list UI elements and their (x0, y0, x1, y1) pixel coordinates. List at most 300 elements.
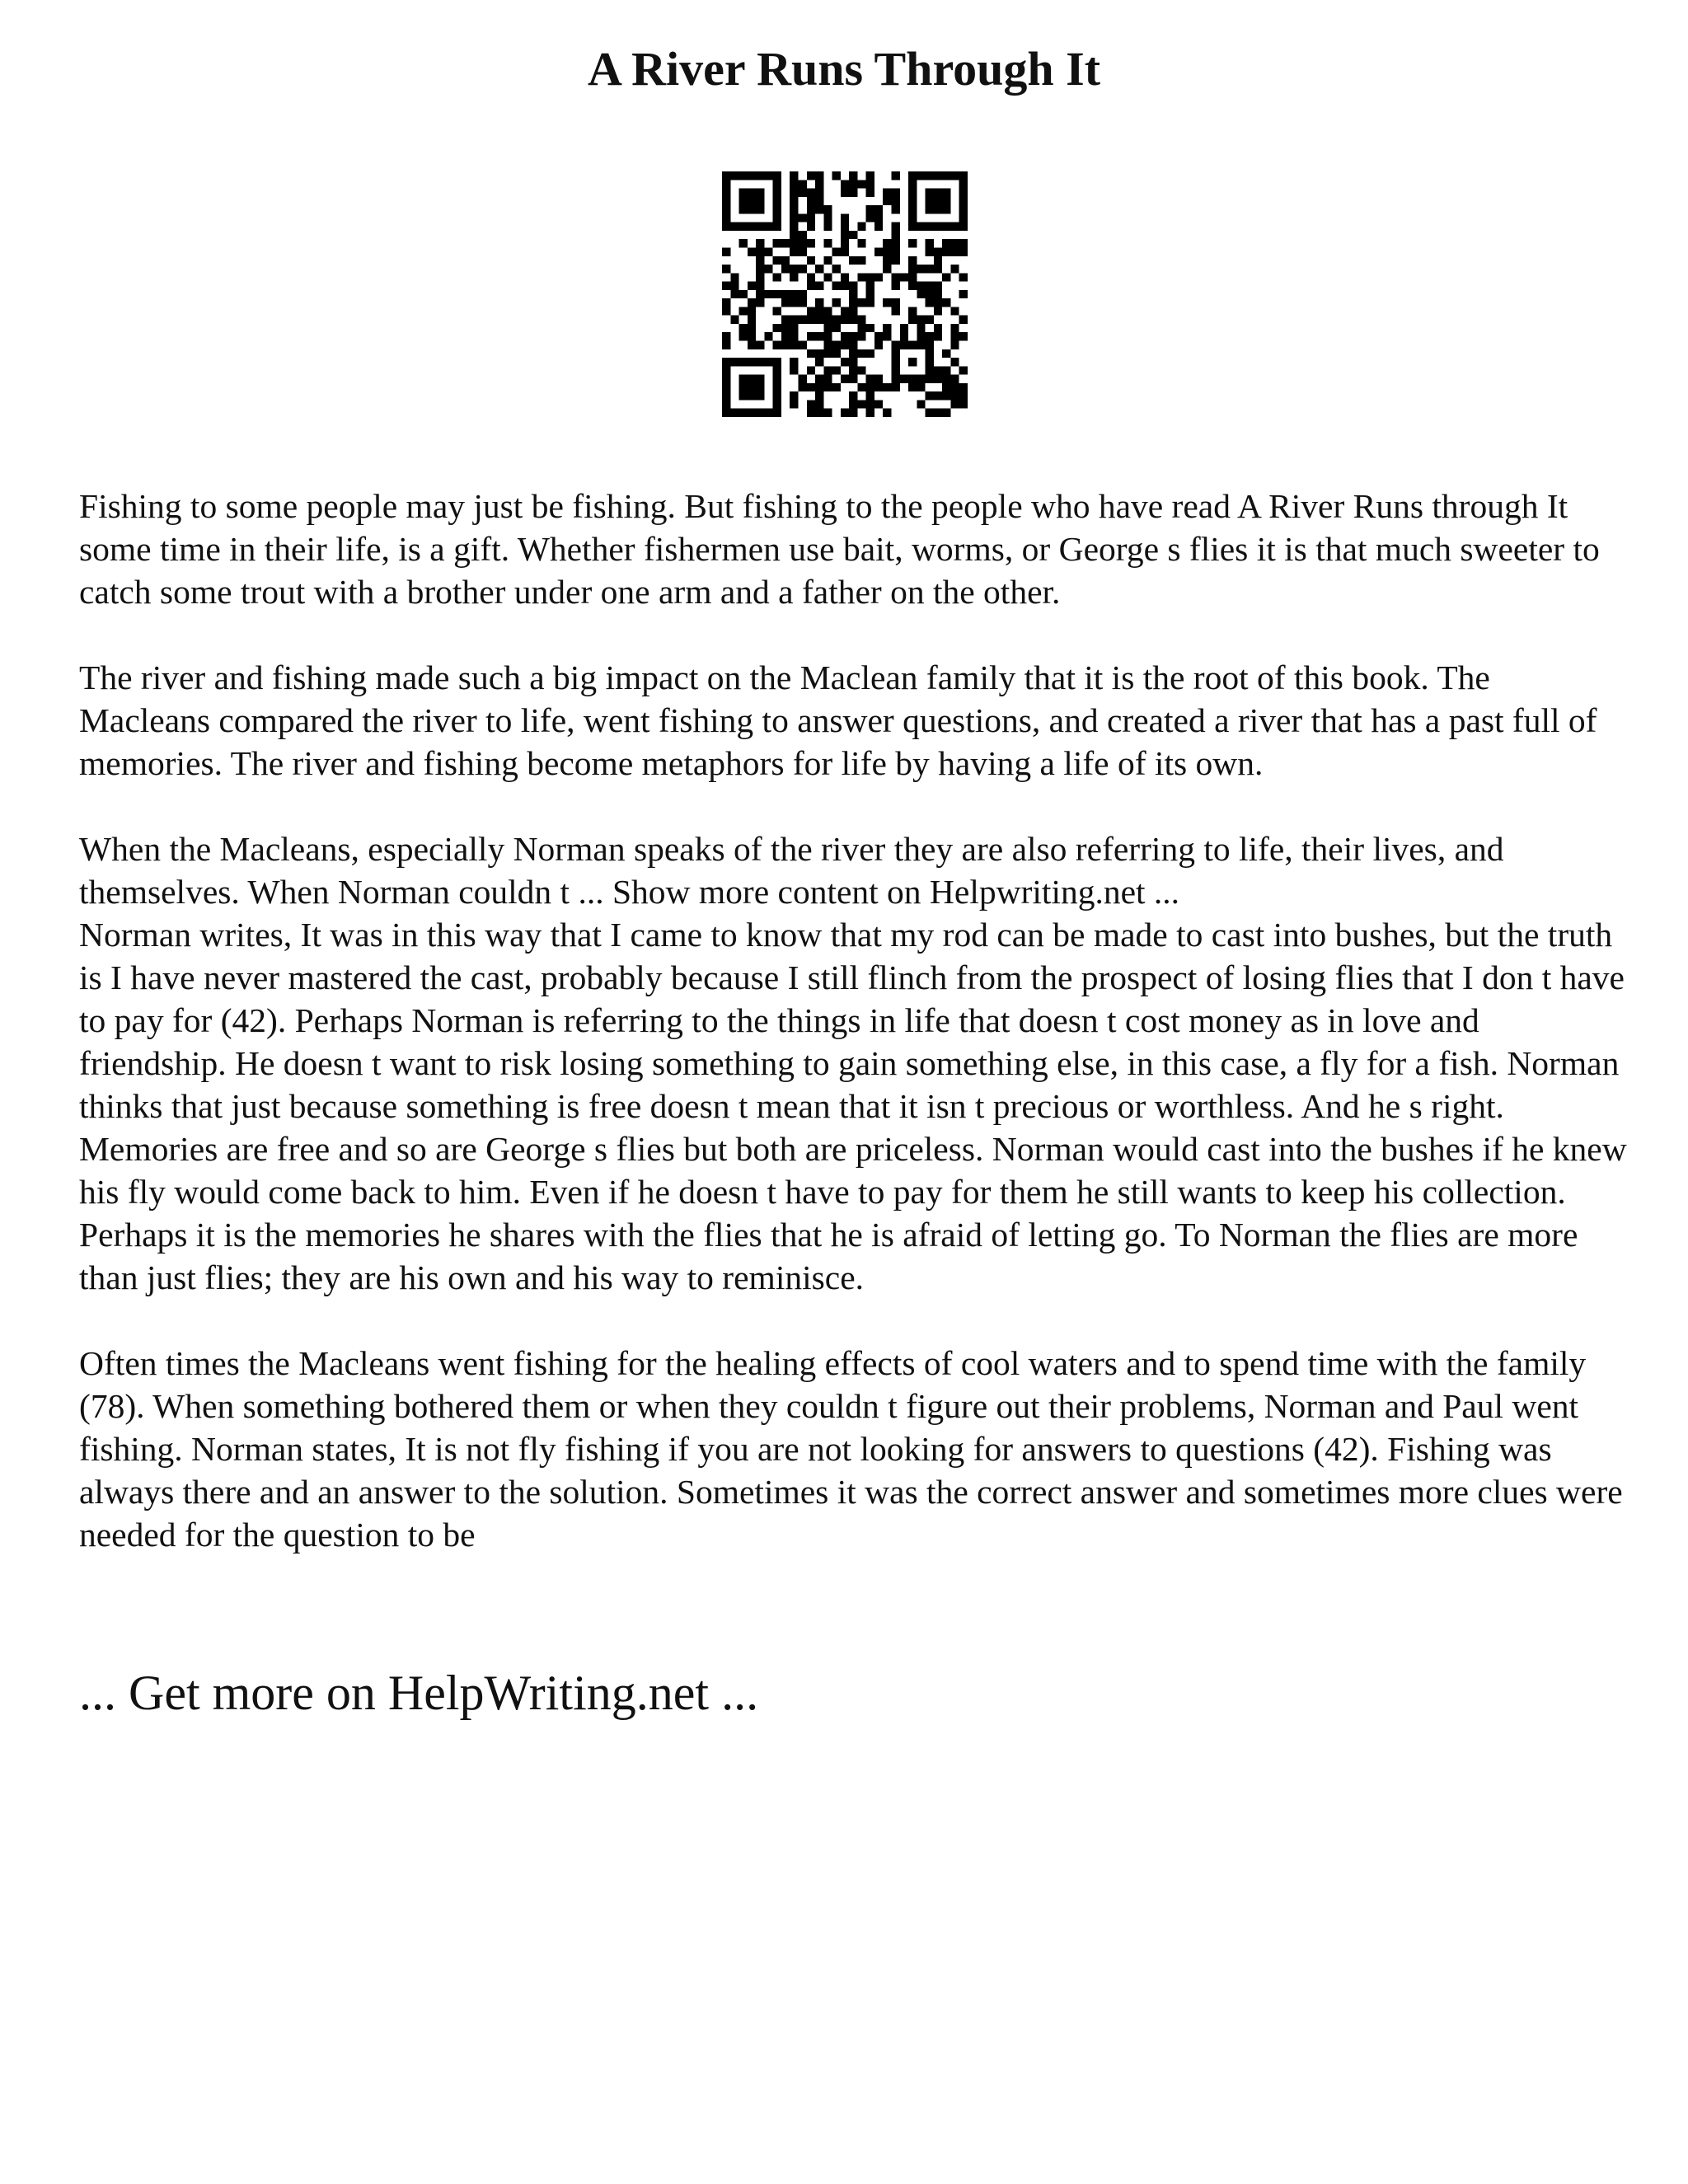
qr-module (917, 332, 925, 340)
qr-module (764, 332, 772, 340)
qr-module (926, 239, 934, 247)
qr-module (807, 205, 815, 213)
qr-module (773, 273, 781, 281)
qr-module (815, 180, 823, 188)
qr-module (908, 265, 917, 273)
qr-module (883, 256, 891, 265)
qr-module (764, 290, 772, 298)
qr-module (908, 197, 917, 205)
qr-module (798, 189, 806, 197)
qr-module (756, 290, 764, 298)
qr-module (748, 247, 756, 255)
qr-module (807, 332, 815, 340)
qr-module (815, 197, 823, 205)
qr-module (832, 349, 841, 358)
qr-module (807, 197, 815, 205)
qr-module (773, 307, 781, 315)
qr-module (756, 375, 764, 383)
qr-module (841, 247, 849, 255)
qr-module (950, 375, 959, 383)
qr-module (807, 307, 815, 315)
qr-module (959, 332, 968, 340)
qr-module (849, 298, 857, 307)
qr-module (892, 273, 900, 281)
qr-module (790, 400, 798, 408)
qr-module (926, 391, 934, 400)
qr-module (790, 273, 798, 281)
qr-module (926, 349, 934, 358)
qr-module (773, 324, 781, 332)
qr-module (730, 282, 738, 290)
qr-module (874, 383, 883, 391)
qr-module (798, 316, 806, 324)
qr-module (790, 332, 798, 340)
qr-module (857, 239, 865, 247)
qr-module (790, 180, 798, 188)
qr-module (950, 223, 959, 231)
qr-module (841, 316, 849, 324)
qr-module (773, 239, 781, 247)
qr-module (815, 349, 823, 358)
qr-code-icon (722, 171, 968, 417)
qr-module (722, 409, 730, 417)
qr-module (950, 383, 959, 391)
qr-module (756, 256, 764, 265)
qr-module (841, 180, 849, 188)
qr-module (815, 205, 823, 213)
qr-module (934, 171, 942, 180)
qr-module (748, 197, 756, 205)
qr-module (773, 290, 781, 298)
qr-module (892, 307, 900, 315)
qr-module (739, 205, 748, 213)
qr-module (849, 189, 857, 197)
qr-module (908, 239, 917, 247)
qr-module (883, 298, 891, 307)
qr-module (815, 391, 823, 400)
qr-module (748, 307, 756, 315)
qr-module (926, 205, 934, 213)
qr-module (841, 341, 849, 349)
qr-module (934, 256, 942, 265)
qr-module (900, 332, 908, 340)
qr-module (748, 341, 756, 349)
qr-module (866, 391, 874, 400)
qr-module (950, 391, 959, 400)
qr-module (959, 223, 968, 231)
qr-module (823, 205, 832, 213)
qr-module (756, 391, 764, 400)
qr-module (866, 282, 874, 290)
qr-module (900, 324, 908, 332)
qr-module (764, 358, 772, 366)
qr-module (934, 307, 942, 315)
qr-module (832, 316, 841, 324)
qr-module (722, 341, 730, 349)
qr-module (841, 239, 849, 247)
qr-module (798, 213, 806, 222)
paragraph-4: Norman writes, It was in this way that I came to know that my rod can be made to cast into bushes, but the truth is I have never mastered the cast, probably because I still flinch from the prospect of losing flies that I don t have to pay for (42). Perhaps Norman is referring to the things in life that doesn t cost money as in love and friendship. He doesn t want to risk losing something to gain something else, in this case, a fly for a fish. Norman thinks that just because something is free doesn t mean that it isn t precious or worthless. And he s right. Memories are free and so are George s flies but both are priceless. Norman would cast into the bushes if he knew his fly would come back to him. Even if he doesn t have to pay for them he still wants to keep his collection. Perhaps it is the memories he shares with the flies that he is afraid of letting go. To Norman the flies are more than just flies; they are his own and his way to reminisce. (79, 916, 1627, 1296)
qr-module (739, 375, 748, 383)
qr-module (857, 383, 865, 391)
qr-module (926, 197, 934, 205)
qr-module (756, 247, 764, 255)
qr-module (764, 247, 772, 255)
qr-module (841, 375, 849, 383)
qr-module (874, 341, 883, 349)
qr-module (866, 349, 874, 358)
qr-module (773, 223, 781, 231)
qr-module (841, 282, 849, 290)
qr-module (942, 409, 950, 417)
qr-module (892, 383, 900, 391)
qr-module (942, 171, 950, 180)
qr-module (934, 324, 942, 332)
qr-module (790, 213, 798, 222)
qr-module (790, 205, 798, 213)
qr-module (917, 290, 925, 298)
qr-module (739, 391, 748, 400)
qr-module (926, 223, 934, 231)
qr-module (807, 239, 815, 247)
qr-module (908, 307, 917, 315)
qr-module (934, 197, 942, 205)
qr-module (849, 349, 857, 358)
qr-module (781, 332, 790, 340)
qr-module (722, 332, 730, 340)
qr-module (959, 247, 968, 255)
qr-module (857, 298, 865, 307)
qr-module (950, 171, 959, 180)
qr-module (849, 290, 857, 298)
qr-module (950, 400, 959, 408)
qr-module (832, 324, 841, 332)
qr-module (807, 409, 815, 417)
qr-module (849, 332, 857, 340)
qr-module (841, 223, 849, 231)
qr-module (756, 265, 764, 273)
qr-module (841, 273, 849, 281)
qr-module (942, 273, 950, 281)
qr-module (950, 341, 959, 349)
qr-module (748, 383, 756, 391)
qr-module (756, 223, 764, 231)
qr-module (892, 189, 900, 197)
qr-module (790, 223, 798, 231)
qr-module (823, 341, 832, 349)
qr-module (815, 316, 823, 324)
qr-module (756, 171, 764, 180)
qr-module (798, 239, 806, 247)
qr-module (722, 205, 730, 213)
qr-module (900, 273, 908, 281)
qr-module (857, 273, 865, 281)
qr-module (823, 349, 832, 358)
qr-module (892, 256, 900, 265)
qr-module (798, 180, 806, 188)
qr-module (773, 256, 781, 265)
qr-module (722, 307, 730, 315)
qr-module (739, 171, 748, 180)
qr-module (959, 391, 968, 400)
qr-module (926, 171, 934, 180)
qr-module (748, 171, 756, 180)
qr-module (823, 223, 832, 231)
qr-module (730, 273, 738, 281)
qr-module (722, 282, 730, 290)
qr-module (722, 223, 730, 231)
qr-module (722, 375, 730, 383)
qr-module (926, 316, 934, 324)
qr-module (748, 375, 756, 383)
qr-module (857, 332, 865, 340)
qr-module (892, 197, 900, 205)
qr-module (832, 265, 841, 273)
qr-module (874, 332, 883, 340)
qr-module (917, 316, 925, 324)
qr-module (773, 213, 781, 222)
qr-module (739, 189, 748, 197)
qr-module (917, 265, 925, 273)
qr-module (917, 324, 925, 332)
qr-module (857, 316, 865, 324)
qr-module (908, 341, 917, 349)
qr-module (892, 358, 900, 366)
qr-module (815, 171, 823, 180)
qr-module (832, 383, 841, 391)
qr-module (866, 290, 874, 298)
qr-module (874, 213, 883, 222)
qr-module (874, 273, 883, 281)
qr-module (773, 171, 781, 180)
get-more-link[interactable]: ... Get more on HelpWriting.net ... (79, 1666, 759, 1720)
qr-module (807, 400, 815, 408)
qr-module (883, 409, 891, 417)
qr-module (739, 358, 748, 366)
qr-module (722, 358, 730, 366)
qr-module (841, 409, 849, 417)
qr-module (866, 383, 874, 391)
qr-module (722, 213, 730, 222)
qr-module (866, 375, 874, 383)
qr-module (892, 205, 900, 213)
qr-module (807, 282, 815, 290)
qr-module (798, 247, 806, 255)
qr-module (841, 231, 849, 239)
qr-module (764, 265, 772, 273)
qr-module (748, 332, 756, 340)
qr-module (892, 375, 900, 383)
qr-module (908, 205, 917, 213)
qr-module (874, 205, 883, 213)
qr-module (849, 180, 857, 188)
qr-module (874, 247, 883, 255)
qr-module (866, 409, 874, 417)
qr-module (722, 391, 730, 400)
qr-module (908, 223, 917, 231)
qr-module (926, 366, 934, 374)
qr-module (790, 265, 798, 273)
qr-module (781, 341, 790, 349)
qr-module (781, 239, 790, 247)
qr-module (934, 409, 942, 417)
qr-module (798, 298, 806, 307)
qr-module (908, 256, 917, 265)
qr-module (841, 213, 849, 222)
qr-module (917, 400, 925, 408)
qr-module (900, 341, 908, 349)
qr-module (849, 358, 857, 366)
qr-module (748, 282, 756, 290)
qr-module (849, 256, 857, 265)
qr-module (823, 409, 832, 417)
qr-module (790, 324, 798, 332)
qr-module (790, 171, 798, 180)
qr-module (917, 223, 925, 231)
qr-module (908, 189, 917, 197)
qr-module (874, 223, 883, 231)
qr-module (950, 265, 959, 273)
qr-module (908, 180, 917, 188)
qr-module (748, 324, 756, 332)
qr-module (756, 189, 764, 197)
qr-module (773, 409, 781, 417)
qr-module (739, 409, 748, 417)
qr-module (849, 366, 857, 374)
qr-module (722, 366, 730, 374)
qr-module (866, 400, 874, 408)
qr-module (942, 239, 950, 247)
qr-module (823, 307, 832, 315)
qr-module (790, 358, 798, 366)
qr-module (730, 290, 738, 298)
qr-module (917, 341, 925, 349)
qr-module (748, 409, 756, 417)
qr-module (739, 223, 748, 231)
qr-module (892, 366, 900, 374)
qr-module (790, 231, 798, 239)
qr-module (934, 223, 942, 231)
qr-module (908, 375, 917, 383)
qr-module (739, 290, 748, 298)
qr-module (926, 247, 934, 255)
qr-module (730, 223, 738, 231)
qr-module (959, 189, 968, 197)
qr-module (815, 282, 823, 290)
qr-module (790, 247, 798, 255)
qr-module (926, 189, 934, 197)
qr-module (934, 282, 942, 290)
qr-module (849, 391, 857, 400)
qr-module (764, 171, 772, 180)
qr-module (866, 171, 874, 180)
qr-module (807, 366, 815, 374)
qr-module (934, 247, 942, 255)
qr-module (832, 341, 841, 349)
qr-module (849, 171, 857, 180)
qr-module (823, 375, 832, 383)
qr-module (773, 205, 781, 213)
qr-module (815, 358, 823, 366)
qr-module (832, 298, 841, 307)
qr-module (815, 383, 823, 391)
document-title: A River Runs Through It (587, 42, 1101, 96)
qr-module (790, 239, 798, 247)
qr-module (832, 247, 841, 255)
qr-module (790, 197, 798, 205)
qr-module (926, 265, 934, 273)
qr-module (849, 316, 857, 324)
qr-module (917, 375, 925, 383)
qr-module (773, 400, 781, 408)
qr-module (798, 290, 806, 298)
qr-module (892, 341, 900, 349)
qr-module (934, 265, 942, 273)
qr-module (722, 171, 730, 180)
qr-module (781, 265, 790, 273)
qr-module (790, 391, 798, 400)
qr-module (926, 290, 934, 298)
qr-module (722, 197, 730, 205)
qr-module (798, 375, 806, 383)
qr-module (764, 223, 772, 231)
qr-module (748, 316, 756, 324)
qr-module (756, 197, 764, 205)
qr-module (781, 256, 790, 265)
qr-module (950, 324, 959, 332)
paragraph-3: When the Macleans, especially Norman speaks of the river they are also referring to life, their lives, and themselves. When Norman couldn t ... Show more content on Helpwriting.net ... (79, 830, 1504, 911)
qr-module (950, 247, 959, 255)
qr-module (849, 282, 857, 290)
qr-module (790, 316, 798, 324)
qr-module (773, 341, 781, 349)
qr-module (722, 180, 730, 188)
qr-module (866, 298, 874, 307)
qr-module (756, 409, 764, 417)
qr-module (756, 298, 764, 307)
qr-module (748, 189, 756, 197)
qr-module (841, 332, 849, 340)
qr-module (908, 383, 917, 391)
qr-module (832, 366, 841, 374)
qr-module (892, 298, 900, 307)
qr-module (790, 366, 798, 374)
qr-module (807, 223, 815, 231)
qr-module (849, 409, 857, 417)
paragraph-2: The river and fishing made such a big impact on the Maclean family that it is the root of this book. The Macleans compared the river to life, went fishing to answer questions, and created a river that has a past full of memories. The river and fishing become metaphors for life by having a life of its own. (79, 658, 1597, 782)
qr-module (883, 239, 891, 247)
qr-module (959, 171, 968, 180)
qr-module (874, 375, 883, 383)
qr-module (917, 282, 925, 290)
qr-module (874, 400, 883, 408)
qr-module (857, 180, 865, 188)
qr-module (849, 231, 857, 239)
qr-module (942, 383, 950, 391)
qr-module (815, 409, 823, 417)
qr-module (823, 239, 832, 247)
qr-module (942, 189, 950, 197)
qr-module (722, 383, 730, 391)
qr-module (883, 197, 891, 205)
qr-module (730, 316, 738, 324)
qr-module (730, 409, 738, 417)
qr-module (866, 205, 874, 213)
qr-module (857, 324, 865, 332)
qr-module (781, 324, 790, 332)
qr-module (892, 282, 900, 290)
qr-module (807, 273, 815, 281)
